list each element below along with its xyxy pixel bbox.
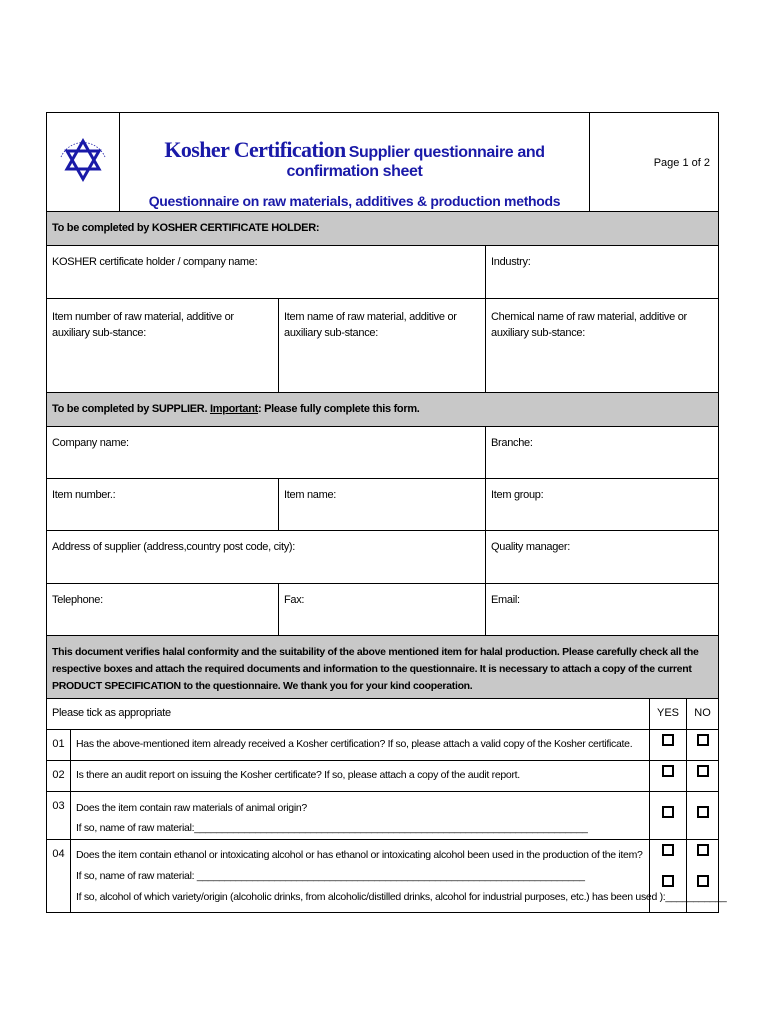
- yes-checkbox[interactable]: [662, 765, 674, 777]
- notice-text: This document verifies halal conformity and the suitability of the above mentioned item for halal production. Please carefully check all the respective boxes and attach the required documents and information to the questionnaire. It is necessary to attach a copy of the current PRODUCT SPECIFICATION to the questionnaire. We thank you for your kind cooperation.: [52, 646, 699, 692]
- industry-field[interactable]: Industry:: [485, 246, 718, 298]
- email-field[interactable]: Email:: [485, 584, 718, 635]
- question-text: Is there an audit report on issuing the Kosher certificate? If so, please attach a copy of the audit report.: [70, 761, 650, 791]
- supplier-contact-row: [46, 584, 719, 636]
- question-text: Does the item contain raw materials of animal origin?: [76, 802, 307, 814]
- branche-field[interactable]: Branche:: [485, 427, 718, 478]
- holder-chemical-name-field[interactable]: Chemical name of raw material, additive or auxiliary sub-stance:: [485, 299, 718, 392]
- supplier-item-number-field[interactable]: Item number.:: [52, 489, 116, 501]
- yes-checkbox[interactable]: [662, 875, 674, 887]
- page-number: Page 1 of 2: [653, 157, 710, 169]
- supplier-company-row: [46, 427, 719, 479]
- supplier-section-heading: [46, 393, 719, 427]
- supplier-heading-post: : Please fully complete this form.: [258, 403, 420, 415]
- no-checkbox[interactable]: [697, 734, 709, 746]
- supplier-item-name-field[interactable]: Item name:: [278, 479, 485, 530]
- title-main: Kosher Certification: [164, 137, 346, 162]
- question-number: 04: [52, 848, 65, 860]
- holder-company-row: [46, 246, 719, 299]
- alcohol-variety-field[interactable]: If so, alcohol of which variety/origin (alcoholic drinks, from alcoholic/distilled drinks, alcohol for industrial purposes, etc.) has been used ):___________: [76, 891, 727, 903]
- subtitle: Questionnaire on raw materials, additives & production methods: [148, 193, 561, 209]
- item-group-field[interactable]: Item group:: [485, 479, 718, 530]
- no-header: NO: [694, 707, 711, 719]
- no-checkbox[interactable]: [697, 875, 709, 887]
- form-header: [46, 112, 719, 212]
- supplier-item-row: [46, 479, 719, 531]
- question-row: [46, 840, 727, 913]
- quality-manager-field[interactable]: Quality manager:: [485, 531, 718, 583]
- no-checkbox[interactable]: [697, 806, 709, 818]
- holder-item-name-field[interactable]: Item name of raw material, additive or auxiliary sub-stance:: [278, 299, 485, 392]
- question-number: 02: [52, 769, 65, 781]
- notice-row: [46, 636, 719, 699]
- question-row: [46, 730, 719, 761]
- question-row: [46, 792, 719, 840]
- yes-checkbox[interactable]: [662, 806, 674, 818]
- alcohol-material-field[interactable]: If so, name of raw material: ______________________________________________________________________: [76, 870, 585, 882]
- supplier-heading-important: Important: [209, 403, 258, 415]
- holder-item-number-field[interactable]: Item number of raw material, additive or auxiliary sub-stance:: [52, 311, 234, 339]
- yes-checkbox[interactable]: [662, 734, 674, 746]
- holder-section-heading: To be completed by KOSHER CERTIFICATE HOLDER:: [46, 212, 719, 246]
- question-number: 01: [52, 738, 65, 750]
- question-text: Has the above-mentioned item already received a Kosher certification? If so, please attach a valid copy of the Kosher certificate.: [70, 730, 650, 760]
- question-row: [46, 761, 719, 792]
- yes-checkbox[interactable]: [662, 844, 674, 856]
- tick-label: Please tick as appropriate: [47, 699, 650, 729]
- no-checkbox[interactable]: [697, 765, 709, 777]
- supplier-address-row: [46, 531, 719, 584]
- no-checkbox[interactable]: [697, 844, 709, 856]
- telephone-field[interactable]: Telephone:: [52, 594, 103, 606]
- supplier-company-field[interactable]: Company name:: [52, 437, 129, 449]
- holder-company-field[interactable]: KOSHER certificate holder / company name:: [52, 256, 258, 268]
- form-page: [46, 112, 727, 913]
- yes-header: YES: [650, 699, 687, 729]
- star-of-david-logo-icon: [47, 113, 119, 211]
- fax-field[interactable]: Fax:: [278, 584, 485, 635]
- title-block: [119, 113, 590, 211]
- animal-material-field[interactable]: If so, name of raw material:_______________________________________________________________________: [76, 822, 588, 834]
- address-field[interactable]: Address of supplier (address,country post code, city):: [52, 541, 296, 553]
- supplier-heading-pre: To be completed by SUPPLIER.: [52, 403, 210, 415]
- title-rest: Supplier questionnaire and confirmation sheet: [286, 144, 545, 180]
- question-number: 03: [52, 800, 65, 812]
- question-text: Does the item contain ethanol or intoxicating alcohol or has ethanol or intoxicating alcohol been used in the production of the item?: [76, 849, 643, 861]
- questions-header-row: [46, 699, 719, 730]
- holder-item-row: [46, 299, 719, 393]
